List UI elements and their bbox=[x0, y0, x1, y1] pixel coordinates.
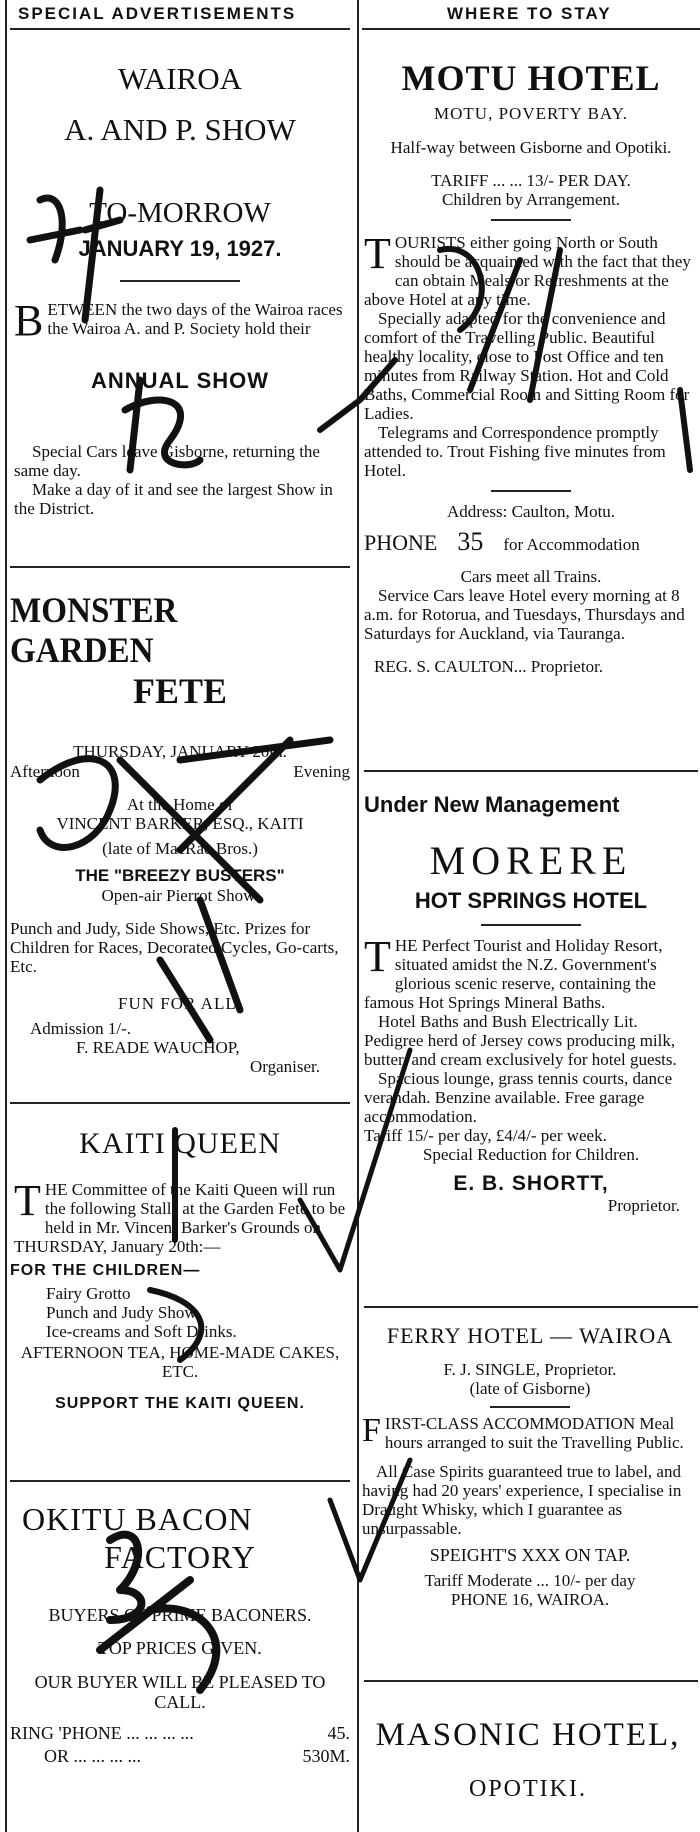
ad-line: (late of Gisborne) bbox=[469, 1379, 591, 1398]
tea-line: AFTERNOON TEA, HOME-MADE CAKES, ETC. bbox=[20, 1343, 340, 1381]
list-item: Ice-creams and Soft Drinks. bbox=[46, 1322, 237, 1341]
tariff: Tariff Moderate ... 10/- per day bbox=[424, 1571, 636, 1590]
pencil-annotation-fete bbox=[40, 740, 330, 1040]
ad-line: Cars meet all Trains. bbox=[460, 567, 602, 586]
pencil-annotation-motu bbox=[320, 249, 690, 470]
ad-title: FERRY HOTEL — WAIROA bbox=[386, 1323, 674, 1348]
ad-paragraph: Hotel Baths and Bush Electrically Lit. Pedigree herd of Jersey cows producing milk, butter, and cream exclusively for hotel guests. bbox=[364, 1012, 677, 1069]
paragraph-text: OURISTS either going North or South should be acquainted with the fact that they can obtain Meals or Refreshments at the above Hotel at any time. bbox=[364, 233, 691, 309]
ad-line: TOP PRICES GIVEN. bbox=[98, 1638, 262, 1658]
ad-title: KAITI QUEEN bbox=[79, 1127, 281, 1160]
organiser-name: F. READE WAUCHOP, bbox=[76, 1038, 240, 1057]
proprietor: REG. S. CAULTON... Proprietor. bbox=[374, 657, 604, 676]
phone-number: 35 bbox=[457, 527, 484, 556]
paragraph-text: Meal hours arranged to suit the Travelling Public. bbox=[384, 1414, 684, 1452]
phone-note: for Accommodation bbox=[503, 535, 640, 554]
admission: Admission 1/-. bbox=[30, 1019, 132, 1038]
management-line: Under New Management bbox=[364, 792, 620, 817]
fun-line: FUN FOR ALL. bbox=[118, 994, 242, 1013]
paragraph-heading: IRST-CLASS ACCOMMODATION bbox=[384, 1414, 636, 1433]
attractions: Punch and Judy, Side Shows, Etc. Prizes for Children for Races, Decorated Cycles, Go-carts, Etc. bbox=[10, 919, 339, 976]
paragraph-text: HE Perfect Tourist and Holiday Resort, situated amidst the N.Z. Government's glorious scenic reserve, containing the famous Hot Springs Mineral Baths. bbox=[364, 936, 663, 1012]
ad-title: MASONIC HOTEL, bbox=[375, 1717, 681, 1753]
children-heading: FOR THE CHILDREN— bbox=[10, 1262, 201, 1279]
ad-paragraph: Spacious lounge, grass tennis courts, dance verandah. Benzine available. Free garage accommodation. bbox=[364, 1069, 673, 1126]
ad-line: BUYERS OF PRIME BACONERS. bbox=[48, 1605, 312, 1625]
left-column-header: SPECIAL ADVERTISEMENTS bbox=[18, 4, 297, 23]
venue-host: VINCENT BARKER, ESQ., KAITI bbox=[56, 814, 304, 833]
ad-line: Tariff 15/- per day, £4/4/- per week. bbox=[364, 1126, 607, 1145]
ad-title: MORERE bbox=[429, 838, 633, 883]
ad-paragraph: Special Cars leave Gisborne, returning the same day. bbox=[14, 442, 320, 480]
tariff: TARIFF ... ... 13/- PER DAY. bbox=[431, 171, 631, 190]
phone-label: PHONE bbox=[364, 530, 438, 555]
address: Address: Caulton, Motu. bbox=[446, 502, 616, 521]
ad-line: SPEIGHT'S XXX ON TAP. bbox=[429, 1545, 631, 1565]
paragraph-text: ETWEEN the two days of the Wairoa races the Wairoa A. and P. Society hold their bbox=[47, 300, 343, 338]
drop-cap: T bbox=[14, 1176, 41, 1225]
ad-date-line: TO-MORROW bbox=[89, 197, 271, 229]
time-evening: Evening bbox=[293, 762, 350, 781]
ad-paragraph: Telegrams and Correspondence promptly attended to. Trout Fishing five minutes from Hotel. bbox=[364, 423, 666, 480]
ad-title: OKITU BACON bbox=[22, 1501, 253, 1537]
event-date: THURSDAY, JANUARY 20th. bbox=[73, 742, 287, 761]
phone-label: RING 'PHONE ... ... ... ... bbox=[10, 1723, 194, 1743]
ad-line: F. J. SINGLE, Proprietor. bbox=[443, 1360, 617, 1379]
ad-paragraph: Service Cars leave Hotel every morning at 8 a.m. for Rotorua, and Tuesdays, Thursdays and Saturdays for Auckland, via Tauranga. bbox=[364, 586, 685, 643]
ad-paragraph: Make a day of it and see the largest Show in the District. bbox=[14, 480, 333, 518]
act-name: THE "BREEZY BUSTERS" bbox=[75, 866, 285, 885]
drop-cap: T bbox=[364, 932, 391, 981]
pencil-annotation-checks bbox=[300, 1050, 410, 1580]
time-afternoon: Afternoon bbox=[10, 762, 80, 781]
phone-number: 530M. bbox=[302, 1746, 350, 1766]
pencil-annotation-okitu bbox=[100, 1535, 216, 1690]
proprietor-role: Proprietor. bbox=[607, 1196, 680, 1215]
ad-subtitle: FETE bbox=[132, 671, 228, 711]
ad-title: WAIROA bbox=[118, 61, 242, 96]
list-item: Punch and Judy Show bbox=[46, 1303, 197, 1322]
phone-line: PHONE 16, WAIROA. bbox=[450, 1590, 610, 1609]
children-note: Children by Arrangement. bbox=[442, 190, 620, 209]
phone-number: 45. bbox=[327, 1723, 350, 1743]
ad-subtitle: OPOTIKI. bbox=[469, 1776, 587, 1802]
list-item: Fairy Grotto bbox=[46, 1284, 131, 1303]
annual-show-heading: ANNUAL SHOW bbox=[90, 368, 270, 393]
drop-cap: F bbox=[362, 1412, 381, 1449]
paragraph-text: HE Committee of the Kaiti Queen will run the following Stalls at the Garden Fete to be held in Mr. Vincent Barker's Grounds on THURSDAY, January 20th:— bbox=[14, 1180, 346, 1256]
ad-paragraph: Specially adapted for the convenience and comfort of the Travelling Public. Beautiful healthy locality, close to Post Office and ten minutes from Railway Station. Hot and Cold Baths, Commercial Room and Sitting Room for Ladies. bbox=[364, 309, 690, 423]
ad-line: Half-way between Gisborne and Opotiki. bbox=[390, 138, 672, 157]
drop-cap: T bbox=[364, 229, 391, 278]
ad-subtitle: MOTU, POVERTY BAY. bbox=[434, 104, 628, 123]
ad-subtitle: HOT SPRINGS HOTEL bbox=[414, 888, 648, 913]
proprietor-name: E. B. SHORTT, bbox=[453, 1172, 609, 1195]
ad-title: MOTU HOTEL bbox=[401, 58, 661, 98]
ad-paragraph: All Case Spirits guaranteed true to label, and having had 20 years' experience, I specialise in Draught Whisky, which I guarantee as unsurpassable. bbox=[362, 1462, 682, 1538]
phone-label: OR ... ... ... ... bbox=[44, 1746, 142, 1766]
pencil-annotation-kaiti bbox=[150, 1130, 201, 1360]
ad-line: OUR BUYER WILL BE PLEASED TO CALL. bbox=[34, 1672, 326, 1712]
organiser-role: Organiser. bbox=[249, 1057, 320, 1076]
ad-line: Special Reduction for Children. bbox=[422, 1145, 640, 1164]
right-column-header: WHERE TO STAY bbox=[447, 4, 612, 23]
ad-subtitle: FACTORY bbox=[104, 1539, 256, 1575]
venue-line: At the Home of bbox=[126, 795, 234, 814]
act-desc: Open-air Pierrot Show. bbox=[101, 886, 259, 905]
drop-cap: B bbox=[14, 296, 44, 345]
title-text: MONSTER GARDEN bbox=[10, 590, 178, 670]
venue-note: (late of MacRae Bros.) bbox=[102, 839, 258, 858]
support-line: SUPPORT THE KAITI QUEEN. bbox=[55, 1395, 305, 1412]
ad-subtitle: A. AND P. SHOW bbox=[64, 112, 296, 147]
ad-date: JANUARY 19, 1927. bbox=[78, 236, 282, 261]
pencil-annotation-wairoa bbox=[30, 190, 200, 470]
